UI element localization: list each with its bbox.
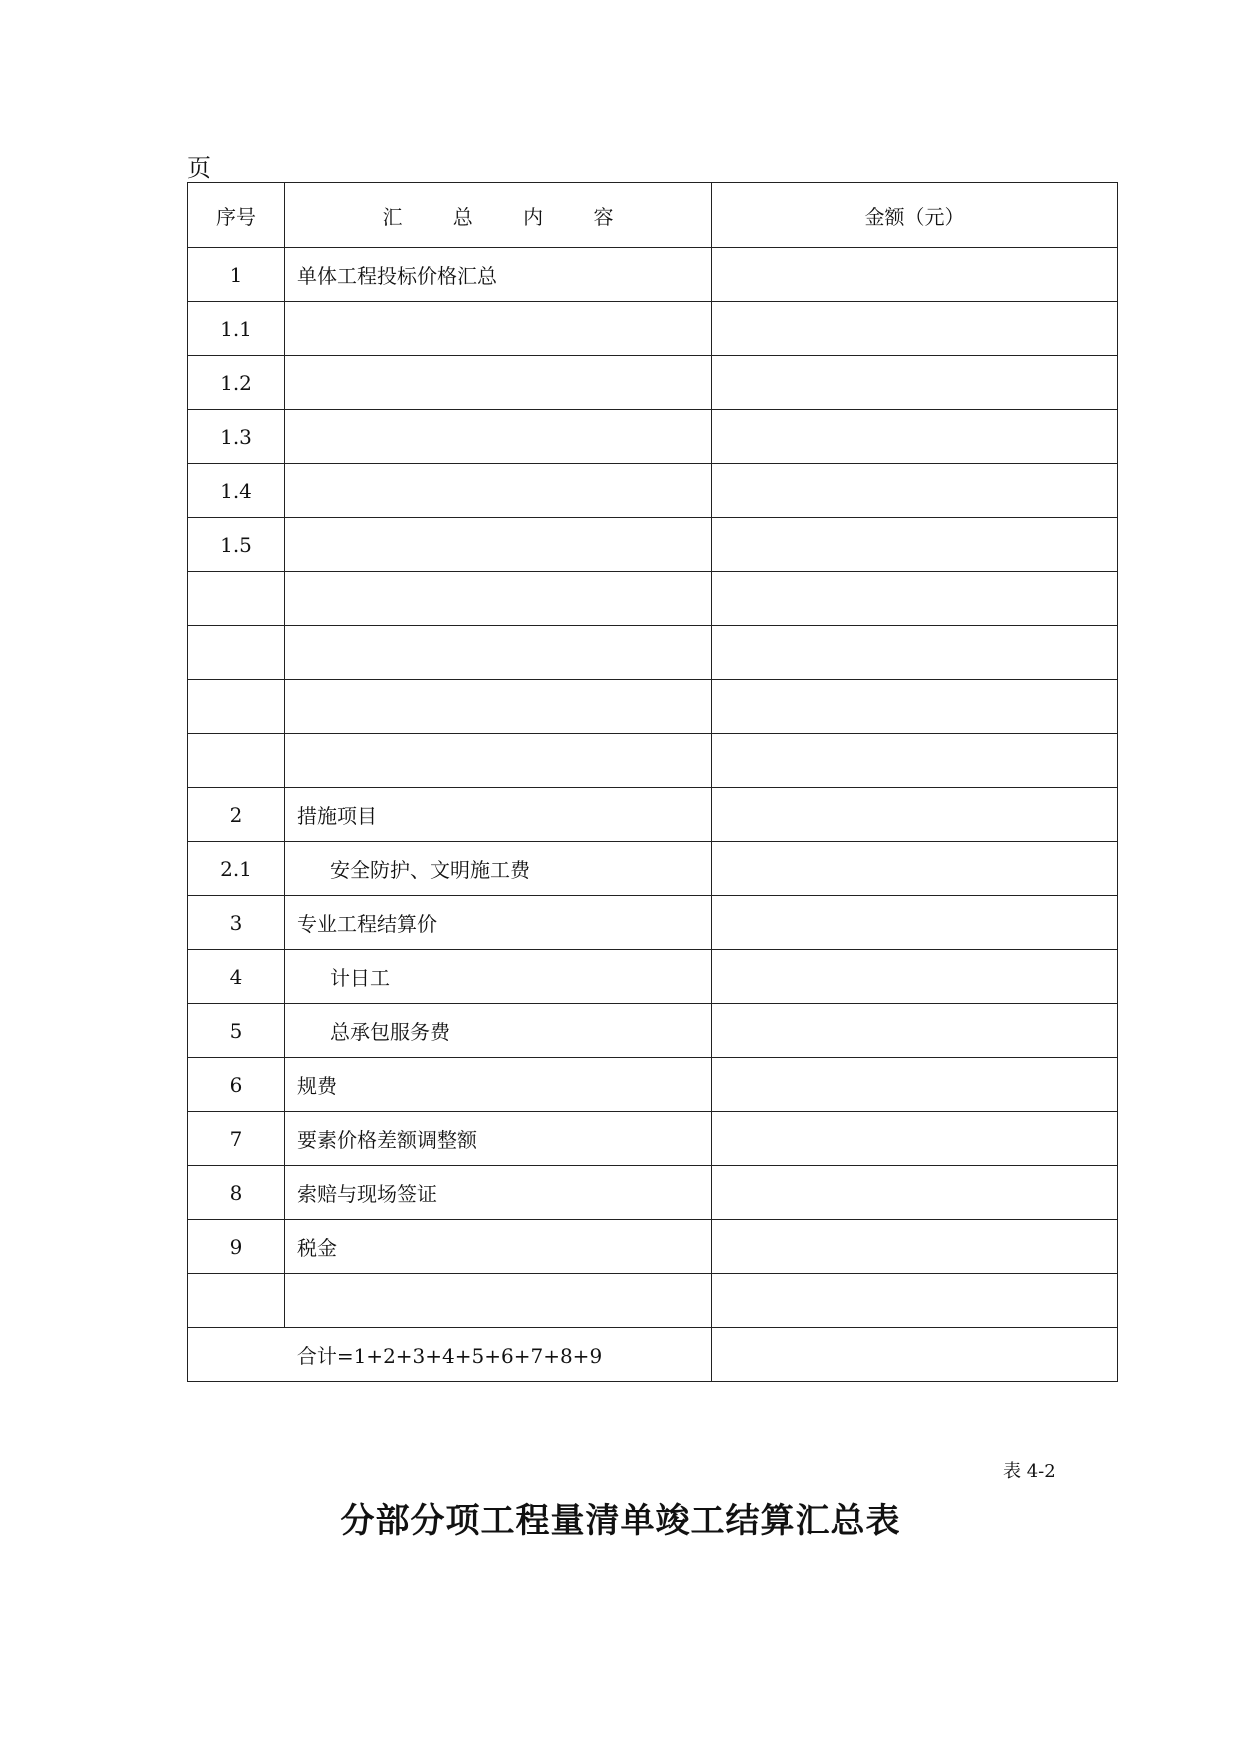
table-row bbox=[188, 1166, 1118, 1220]
table-row bbox=[188, 248, 1118, 302]
table-row bbox=[188, 410, 1118, 464]
table-row bbox=[188, 302, 1118, 356]
row-seq bbox=[188, 734, 285, 788]
table-row bbox=[188, 1058, 1118, 1112]
table-row bbox=[188, 626, 1118, 680]
row-content bbox=[285, 680, 712, 734]
total-row bbox=[188, 1328, 1118, 1382]
row-amount[interactable] bbox=[712, 842, 1118, 896]
row-seq: 1.5 bbox=[188, 518, 285, 572]
row-amount[interactable] bbox=[712, 572, 1118, 626]
row-amount[interactable] bbox=[712, 1058, 1118, 1112]
row-content: 措施项目 bbox=[285, 788, 712, 842]
row-content bbox=[285, 734, 712, 788]
table-row bbox=[188, 356, 1118, 410]
row-seq bbox=[188, 1274, 285, 1328]
row-content: 安全防护、文明施工费 bbox=[285, 842, 712, 896]
row-amount[interactable] bbox=[712, 680, 1118, 734]
row-content bbox=[285, 410, 712, 464]
total-amount[interactable] bbox=[712, 1328, 1118, 1382]
row-content bbox=[285, 572, 712, 626]
row-seq: 3 bbox=[188, 896, 285, 950]
row-seq bbox=[188, 572, 285, 626]
row-seq: 2 bbox=[188, 788, 285, 842]
row-amount[interactable] bbox=[712, 626, 1118, 680]
page-label: 页 bbox=[187, 154, 211, 182]
summary-table bbox=[187, 182, 1118, 1382]
table-row bbox=[188, 842, 1118, 896]
row-seq: 1.3 bbox=[188, 410, 285, 464]
row-amount[interactable] bbox=[712, 1112, 1118, 1166]
row-content: 单体工程投标价格汇总 bbox=[285, 248, 712, 302]
row-seq: 1.2 bbox=[188, 356, 285, 410]
row-content: 税金 bbox=[285, 1220, 712, 1274]
row-content bbox=[285, 302, 712, 356]
table-row bbox=[188, 1004, 1118, 1058]
row-seq: 7 bbox=[188, 1112, 285, 1166]
row-amount[interactable] bbox=[712, 896, 1118, 950]
row-seq: 4 bbox=[188, 950, 285, 1004]
row-amount[interactable] bbox=[712, 1220, 1118, 1274]
row-seq: 6 bbox=[188, 1058, 285, 1112]
row-seq: 1.4 bbox=[188, 464, 285, 518]
total-label: 合计=1+2+3+4+5+6+7+8+9 bbox=[188, 1328, 712, 1382]
table-row bbox=[188, 788, 1118, 842]
header-amount: 金额（元） bbox=[712, 183, 1118, 248]
header-content bbox=[285, 183, 712, 248]
row-seq: 2.1 bbox=[188, 842, 285, 896]
table-row bbox=[188, 950, 1118, 1004]
header-seq: 序号 bbox=[188, 183, 285, 248]
row-content bbox=[285, 518, 712, 572]
table-row bbox=[188, 896, 1118, 950]
table-number: 表 4-2 bbox=[1003, 1461, 1056, 1482]
row-content: 规费 bbox=[285, 1058, 712, 1112]
table-row bbox=[188, 464, 1118, 518]
row-seq: 1.1 bbox=[188, 302, 285, 356]
row-amount[interactable] bbox=[712, 1004, 1118, 1058]
table-row bbox=[188, 1274, 1118, 1328]
row-amount[interactable] bbox=[712, 410, 1118, 464]
row-amount[interactable] bbox=[712, 302, 1118, 356]
row-amount[interactable] bbox=[712, 734, 1118, 788]
row-seq bbox=[188, 626, 285, 680]
row-content: 总承包服务费 bbox=[285, 1004, 712, 1058]
table-header-row bbox=[188, 183, 1118, 248]
table-body bbox=[188, 248, 1118, 1328]
table-row bbox=[188, 518, 1118, 572]
row-amount[interactable] bbox=[712, 464, 1118, 518]
table-row bbox=[188, 572, 1118, 626]
table-row bbox=[188, 1112, 1118, 1166]
row-content: 要素价格差额调整额 bbox=[285, 1112, 712, 1166]
row-amount[interactable] bbox=[712, 248, 1118, 302]
row-amount[interactable] bbox=[712, 518, 1118, 572]
row-content bbox=[285, 464, 712, 518]
row-content: 计日工 bbox=[285, 950, 712, 1004]
row-amount[interactable] bbox=[712, 950, 1118, 1004]
next-table-title: 分部分项工程量清单竣工结算汇总表 bbox=[340, 1501, 901, 1541]
row-amount[interactable] bbox=[712, 1166, 1118, 1220]
row-seq bbox=[188, 680, 285, 734]
row-content: 索赔与现场签证 bbox=[285, 1166, 712, 1220]
row-amount[interactable] bbox=[712, 788, 1118, 842]
row-content bbox=[285, 1274, 712, 1328]
row-content bbox=[285, 356, 712, 410]
row-content bbox=[285, 626, 712, 680]
row-seq: 8 bbox=[188, 1166, 285, 1220]
row-amount[interactable] bbox=[712, 1274, 1118, 1328]
row-amount[interactable] bbox=[712, 356, 1118, 410]
row-seq: 1 bbox=[188, 248, 285, 302]
table-row bbox=[188, 680, 1118, 734]
table-row bbox=[188, 734, 1118, 788]
row-seq: 5 bbox=[188, 1004, 285, 1058]
header-content-label: 汇 总 内 容 bbox=[382, 204, 636, 229]
row-seq: 9 bbox=[188, 1220, 285, 1274]
row-content: 专业工程结算价 bbox=[285, 896, 712, 950]
table-row bbox=[188, 1220, 1118, 1274]
